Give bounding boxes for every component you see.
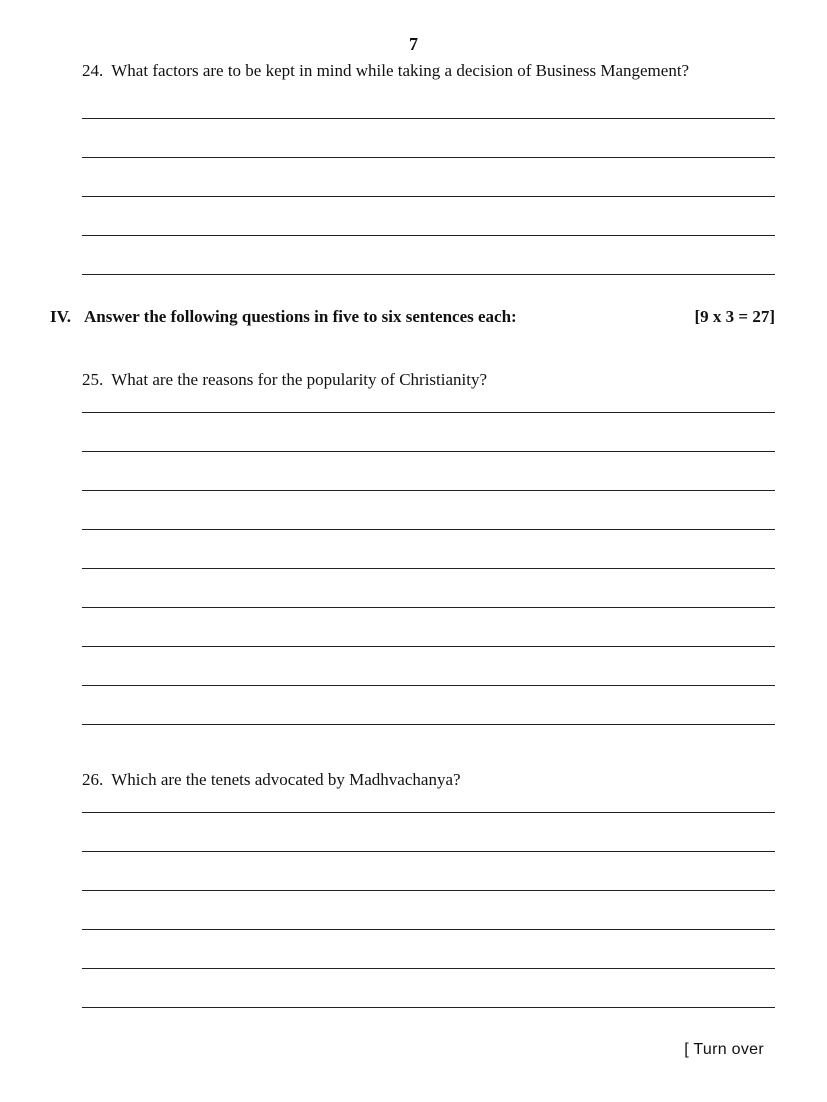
question-number: 24. — [82, 61, 104, 80]
question-number: 25. — [82, 370, 104, 389]
answer-line — [82, 890, 775, 891]
section-instruction: Answer the following questions in five to six sentences each: — [84, 307, 517, 326]
question-25 — [82, 370, 487, 390]
answer-line — [82, 968, 775, 969]
answer-line — [82, 646, 775, 647]
answer-line — [82, 685, 775, 686]
section-marks: [9 x 3 = 27] — [694, 307, 775, 326]
question-26 — [82, 770, 461, 790]
answer-line — [82, 157, 775, 158]
page-number: 7 — [409, 34, 418, 54]
answer-line — [82, 235, 775, 236]
answer-line — [82, 118, 775, 119]
section-number: IV. — [50, 307, 71, 326]
question-text: What are the reasons for the popularity of Christianity? — [111, 370, 488, 389]
section-heading — [50, 307, 775, 327]
answer-line — [82, 196, 775, 197]
answer-line — [82, 1007, 775, 1008]
answer-line — [82, 724, 775, 725]
answer-line — [82, 812, 775, 813]
answer-line — [82, 851, 775, 852]
turn-over-note: [ Turn over — [684, 1041, 764, 1058]
question-number: 26. — [82, 770, 104, 789]
answer-line — [82, 929, 775, 930]
question-text: Which are the tenets advocated by Madhvachanya? — [111, 770, 461, 789]
answer-line — [82, 607, 775, 608]
question-text: What factors are to be kept in mind while taking a decision of Business Mangement? — [111, 61, 690, 80]
answer-line — [82, 568, 775, 569]
answer-line — [82, 490, 775, 491]
question-24 — [82, 61, 689, 81]
answer-line — [82, 274, 775, 275]
answer-line — [82, 451, 775, 452]
answer-line — [82, 412, 775, 413]
answer-line — [82, 529, 775, 530]
